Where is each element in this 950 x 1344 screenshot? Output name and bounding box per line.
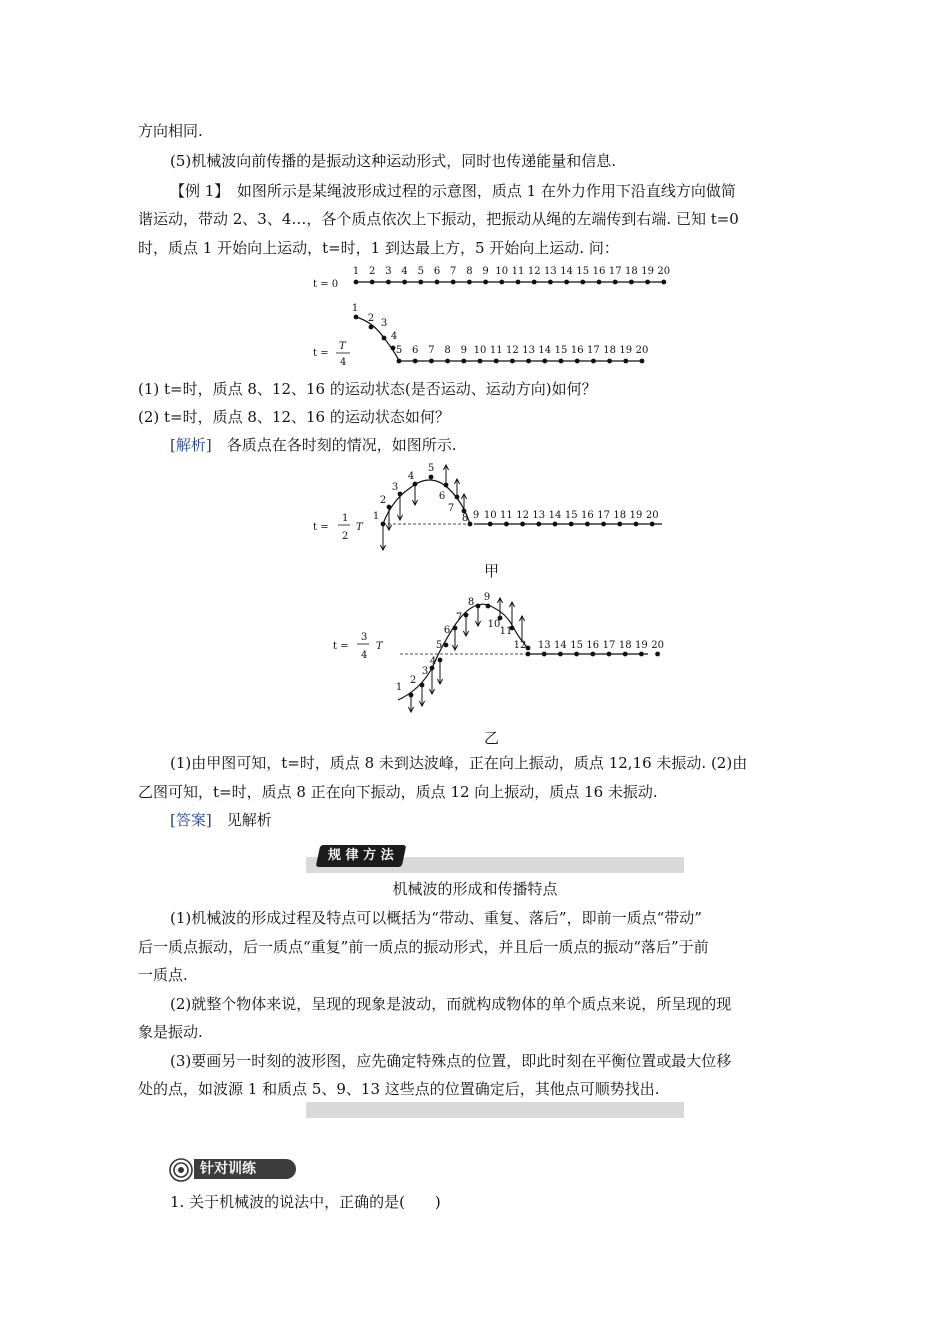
answer-row: [170, 810, 272, 830]
particle-label: 17: [587, 345, 600, 356]
particle-label: 10: [495, 266, 509, 277]
particle-dot: [574, 652, 579, 657]
particle-label: 8: [444, 345, 451, 356]
particle-label: 15: [554, 345, 568, 356]
particle-label: 4: [407, 471, 415, 482]
method-banner: 规 律 方 法: [316, 845, 407, 867]
particle-label: 19: [629, 510, 643, 521]
particle-label: 9: [483, 592, 491, 603]
method-line: 一质点.: [138, 966, 188, 984]
caption-yi: 乙: [484, 729, 500, 747]
particle-label: 1: [372, 511, 380, 522]
answer-tag: [答案]: [170, 811, 212, 829]
frac-den: 2: [342, 531, 349, 542]
particle-label: 13: [544, 266, 557, 277]
particle-label: 14: [548, 510, 562, 521]
particle-label: 3: [421, 666, 429, 677]
particle-label: 19: [635, 640, 648, 651]
particle-dot: [464, 613, 469, 618]
particle-label: 7: [450, 266, 457, 277]
particle-label: 7: [447, 503, 455, 514]
question-1: (1) t=时，质点 8、12、16 的运动状态(是否运动、运动方向)如何？: [138, 380, 597, 398]
particle-dot: [639, 652, 644, 657]
question-2: (2) t=时，质点 8、12、16 的运动状态如何？: [138, 408, 450, 426]
particle-label: 11: [489, 345, 503, 356]
particle-label: 18: [618, 640, 632, 651]
method-end-bar: [306, 1102, 684, 1118]
particle-label: 16: [586, 640, 600, 651]
label-t: t =: [313, 522, 329, 533]
particle-dot: [558, 652, 563, 657]
exercise-1: 1. 关于机械波的说法中，正确的是( ): [170, 1193, 441, 1211]
answer-text: 见解析: [211, 811, 272, 829]
particle-label: 2: [409, 675, 417, 686]
example-tag: 【例 1】: [170, 182, 222, 200]
example-text: 如图所示是某绳波形成过程的示意图，质点 1 在外力作用下沿直线方向做简: [221, 182, 736, 200]
particle-label: 9: [472, 510, 480, 521]
label-t-quarter: t =: [313, 348, 329, 359]
particle-label: 20: [645, 510, 659, 521]
training-label: 针对训练: [194, 1159, 296, 1179]
answer-line-2: 乙图可知，t=时，质点 8 正在向下振动，质点 12 向上振动，质点 16 未振动.: [138, 783, 658, 801]
particle-label: 8: [461, 513, 469, 524]
particle-label: 4: [401, 266, 408, 277]
analysis-tag: [解析]: [170, 436, 212, 454]
particle-label: 5: [395, 345, 403, 356]
particle-label: 4: [390, 331, 398, 342]
particle-label: 2: [367, 313, 375, 324]
particle-label: 1: [352, 266, 360, 277]
particle-label: 13: [522, 345, 535, 356]
particle-dot: [623, 652, 628, 657]
particle-dot: [607, 652, 612, 657]
particle-label: 5: [435, 640, 443, 651]
frac-den: 4: [361, 650, 368, 661]
label-T: T: [376, 641, 383, 652]
particle-dot: [542, 652, 547, 657]
particle-label: 6: [412, 345, 419, 356]
particle-label: 6: [433, 266, 441, 277]
text-line: 谐运动，带动 2、3、4…，各个质点依次上下振动，把振动从绳的左端传到右端. 已知 t=0: [138, 210, 739, 228]
particle-label: 12: [527, 266, 541, 277]
particle-label: 17: [602, 640, 616, 651]
particle-label: 20: [657, 266, 671, 277]
text-line: 时，质点 1 开始向上运动，t=时，1 到达最上方，5 开始向上运动. 问：: [138, 239, 619, 257]
particle-label: 11: [511, 266, 525, 277]
method-line: 后一质点振动，后一质点“重复”前一质点的振动形式，并且后一质点的振动“落后”于前: [138, 938, 709, 956]
frac-num: 1: [342, 513, 349, 524]
particle-dot: [590, 652, 595, 657]
frac-num: 3: [361, 632, 368, 643]
particle-dot: [453, 626, 458, 631]
label-T: T: [356, 522, 363, 533]
particle-label: 2: [369, 266, 376, 277]
label-t0: t = 0: [313, 279, 339, 290]
particle-label: 20: [651, 640, 664, 651]
particle-label: 1: [351, 303, 359, 314]
particle-dot: [420, 683, 425, 688]
label-t: t =: [333, 641, 349, 652]
particle-dot: [526, 652, 531, 657]
particle-label: 4: [429, 656, 437, 667]
particle-label: 7: [455, 612, 463, 623]
particle-label: 20: [635, 345, 649, 356]
particle-label: 13: [537, 640, 551, 651]
particle-label: 12: [506, 345, 519, 356]
method-line: (3)要画另一时刻的波形图，应先确定特殊点的位置，即此时刻在平衡位置或最大位移: [170, 1052, 732, 1070]
particle-label: 16: [581, 510, 594, 521]
particle-label: 3: [380, 318, 388, 329]
particle-dot: [409, 693, 414, 698]
particle-label: 15: [576, 266, 590, 277]
label-T: T: [339, 341, 346, 352]
analysis-text: 各质点在各时刻的情况，如图所示.: [211, 436, 457, 454]
particle-label: 7: [428, 345, 435, 356]
particle-label: 6: [438, 491, 446, 502]
answer-line-1: (1)由甲图可知，t=时，质点 8 未到达波峰，正在向上振动，质点 12,16 未振动. (2)由: [170, 754, 748, 772]
method-line: (2)就整个物体来说，呈现的现象是波动，而就构成物体的单个质点来说，所呈现的现: [170, 995, 732, 1013]
particle-dot: [444, 643, 449, 648]
label-4: 4: [340, 357, 347, 368]
particle-label: 5: [427, 463, 435, 474]
particle-dot: [486, 604, 491, 609]
particle-label: 15: [564, 510, 578, 521]
particle-label: 14: [560, 266, 573, 277]
particle-label: 13: [532, 510, 546, 521]
particle-label: 12: [516, 510, 529, 521]
particle-dot: [655, 652, 660, 657]
particle-label: 10: [473, 345, 487, 356]
yi-wave: [396, 592, 664, 712]
particle-label: 12: [513, 640, 527, 651]
particle-label: 2: [379, 495, 387, 506]
particle-label: 19: [619, 345, 633, 356]
particle-label: 10: [487, 619, 501, 630]
method-line: (1)机械波的形成过程及特点可以概括为“带动、重复、落后”，即前一质点“带动”: [170, 909, 702, 927]
text-line: (5)机械波向前传播的是振动这种运动形式，同时也传递能量和信息.: [170, 152, 617, 170]
text-line: 方向相同.: [138, 122, 203, 140]
particle-label: 19: [641, 266, 654, 277]
particle-label: 16: [570, 345, 584, 356]
particle-label: 17: [597, 510, 610, 521]
particle-label: 11: [499, 626, 513, 637]
particle-label: 11: [500, 510, 513, 521]
particle-label: 9: [460, 345, 467, 356]
particle-label: 18: [603, 345, 616, 356]
method-line: 处的点，如波源 1 和质点 5、9、13 这些点的位置确定后，其他点可顺势找出.: [138, 1080, 660, 1098]
particle-label: 6: [443, 625, 451, 636]
particle-label: 8: [466, 266, 473, 277]
caption-jia: 甲: [484, 562, 500, 580]
particle-label: 14: [554, 640, 567, 651]
method-title: 机械波的形成和传播特点: [392, 880, 558, 898]
particle-label: 3: [385, 266, 392, 277]
particle-label: 14: [538, 345, 552, 356]
particle-label: 1: [395, 682, 403, 693]
particle-label: 17: [608, 266, 622, 277]
particle-dot: [438, 658, 443, 663]
particle-label: 5: [417, 266, 424, 277]
particle-label: 9: [482, 266, 489, 277]
particle-label: 10: [483, 510, 497, 521]
particle-label: 15: [570, 640, 583, 651]
method-line: 象是振动.: [138, 1023, 203, 1041]
particle-label: 16: [592, 266, 606, 277]
particle-dot: [476, 604, 481, 609]
particle-label: 8: [467, 597, 475, 608]
particle-label: 18: [625, 266, 638, 277]
particle-label: 3: [391, 482, 399, 493]
particle-label: 18: [613, 510, 627, 521]
